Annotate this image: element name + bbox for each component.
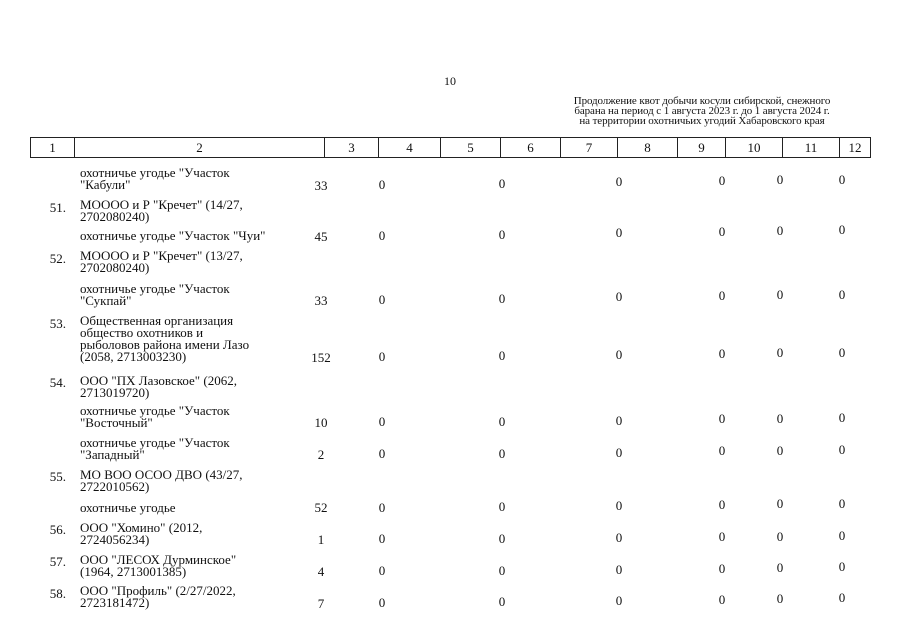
cell-col-8: 0	[615, 530, 623, 545]
cell-col-8: 0	[615, 225, 623, 240]
cell-col-11: 0	[776, 345, 784, 360]
row-name-line: МОООО и Р "Кречет" (14/27,	[80, 197, 243, 212]
row-name-line: охотничье угодье "Участок	[80, 435, 230, 450]
cell-col-3: 10	[314, 415, 328, 430]
row-name-line: ООО "Хомино" (2012,	[80, 520, 203, 535]
caption-line-1: Продолжение квот добычи косули сибирской, снежного	[573, 95, 831, 107]
row-name	[80, 405, 295, 429]
cell-col-11: 0	[776, 496, 784, 511]
row-name-line: "Кабули"	[80, 177, 131, 192]
cell-col-8: 0	[615, 289, 623, 304]
cell-col-11: 0	[776, 443, 784, 458]
cell-col-11: 0	[776, 287, 784, 302]
cell-col-12: 0	[838, 172, 846, 187]
cell-col-4: 0	[378, 595, 386, 610]
header-col-12: 12	[848, 140, 862, 155]
row-name-line: (1964, 2713001385)	[80, 564, 187, 579]
row-number: 58.	[49, 586, 66, 601]
cell-col-4: 0	[378, 177, 386, 192]
header-col-9: 9	[678, 138, 726, 157]
cell-col-3: 45	[314, 229, 328, 244]
cell-col-8: 0	[615, 413, 623, 428]
row-name-line: 2702080240)	[80, 209, 150, 224]
row-name-line: "Западный"	[80, 447, 145, 462]
cell-col-10: 0	[718, 592, 726, 607]
caption-line-3: на территории охотничьих угодий Хабаровского края	[579, 115, 825, 127]
header-col-3: 3	[325, 138, 379, 157]
table-header-row	[30, 137, 871, 158]
cell-col-11: 0	[776, 172, 784, 187]
row-name-line: "Сукпай"	[80, 293, 132, 308]
row-name-line: охотничье угодье "Участок "Чуи"	[80, 228, 266, 243]
cell-col-12: 0	[838, 496, 846, 511]
row-name-line: охотничье угодье	[80, 500, 176, 515]
cell-col-3: 7	[317, 596, 325, 611]
row-name-line: охотничье угодье "Участок	[80, 165, 230, 180]
cell-col-6: 0	[498, 446, 506, 461]
cell-col-6: 0	[498, 348, 506, 363]
cell-col-4: 0	[378, 414, 386, 429]
row-number: 55.	[49, 469, 66, 484]
row-number: 54.	[49, 375, 66, 390]
header-col-1: 1	[31, 138, 75, 157]
cell-col-10: 0	[718, 173, 726, 188]
cell-col-12: 0	[838, 287, 846, 302]
cell-col-4: 0	[378, 349, 386, 364]
header-col-2: 2	[75, 138, 325, 157]
cell-col-10: 0	[718, 497, 726, 512]
cell-col-10: 0	[718, 561, 726, 576]
row-name-line: 2713019720)	[80, 385, 150, 400]
cell-col-11: 0	[776, 529, 784, 544]
row-name-line: охотничье угодье "Участок	[80, 281, 230, 296]
row-name-line: ООО "ПХ Лазовское" (2062,	[80, 373, 237, 388]
cell-col-8: 0	[615, 562, 623, 577]
row-name	[80, 437, 295, 461]
row-name	[80, 167, 295, 191]
row-name-line: ООО "ЛЕСОХ Дурминское"	[80, 552, 237, 567]
row-name	[80, 250, 295, 274]
header-col-11: 11	[783, 138, 840, 157]
cell-col-12: 0	[838, 442, 846, 457]
cell-col-12: 0	[838, 345, 846, 360]
row-name	[80, 375, 295, 399]
row-name-line: МО ВОО ОСОО ДВО (43/27,	[80, 467, 243, 482]
cell-col-3: 2	[317, 447, 325, 462]
cell-col-6: 0	[498, 291, 506, 306]
cell-col-8: 0	[615, 347, 623, 362]
row-number: 52.	[49, 251, 66, 266]
cell-col-12: 0	[838, 528, 846, 543]
row-number: 53.	[49, 316, 66, 331]
header-col-4: 4	[379, 138, 441, 157]
cell-col-6: 0	[498, 499, 506, 514]
cell-col-10: 0	[718, 224, 726, 239]
row-name-line: общество охотников и	[80, 325, 204, 340]
row-name-line: ООО "Профиль" (2/27/2022,	[80, 583, 236, 598]
row-name-line: 2722010562)	[80, 479, 150, 494]
row-number: 51.	[49, 200, 66, 215]
row-number: 56.	[49, 522, 66, 537]
header-col-5: 5	[441, 138, 501, 157]
row-name	[80, 502, 295, 514]
cell-col-10: 0	[718, 288, 726, 303]
cell-col-6: 0	[498, 414, 506, 429]
cell-col-8: 0	[615, 445, 623, 460]
row-name	[80, 585, 295, 609]
row-name-line: 2723181472)	[80, 595, 150, 610]
row-name	[80, 199, 295, 223]
row-name-line: Общественная организация	[80, 313, 234, 328]
row-number: 57.	[49, 554, 66, 569]
row-name-line: 2724056234)	[80, 532, 150, 547]
cell-col-4: 0	[378, 563, 386, 578]
row-name-line: рыболовов района имени Лазо	[80, 337, 250, 352]
cell-col-12: 0	[838, 559, 846, 574]
row-name-line: (2058, 2713003230)	[80, 349, 187, 364]
row-name-line: охотничье угодье "Участок	[80, 403, 230, 418]
cell-col-11: 0	[776, 560, 784, 575]
cell-col-6: 0	[498, 563, 506, 578]
cell-col-3: 152	[311, 350, 331, 365]
header-col-8: 8	[618, 138, 678, 157]
header-col-6: 6	[501, 138, 561, 157]
header-col-7: 7	[561, 138, 618, 157]
cell-col-3: 33	[314, 293, 328, 308]
cell-col-6: 0	[498, 227, 506, 242]
cell-col-10: 0	[718, 529, 726, 544]
row-name	[80, 283, 295, 307]
row-name	[80, 554, 295, 578]
cell-col-8: 0	[615, 593, 623, 608]
cell-col-11: 0	[776, 411, 784, 426]
page-number: 10	[444, 74, 456, 88]
cell-col-10: 0	[718, 346, 726, 361]
table-caption	[544, 96, 860, 126]
cell-col-8: 0	[615, 498, 623, 513]
cell-col-3: 1	[317, 532, 325, 547]
cell-col-12: 0	[838, 410, 846, 425]
row-name	[80, 522, 295, 546]
cell-col-11: 0	[776, 223, 784, 238]
caption-line-2: барана на период с 1 августа 2023 г. до 1 августа 2024 г.	[574, 105, 830, 117]
cell-col-10: 0	[718, 411, 726, 426]
cell-col-3: 52	[314, 500, 328, 515]
cell-col-4: 0	[378, 500, 386, 515]
cell-col-4: 0	[378, 292, 386, 307]
row-name-line: "Восточный"	[80, 415, 153, 430]
cell-col-4: 0	[378, 228, 386, 243]
cell-col-4: 0	[378, 531, 386, 546]
row-name-line: МОООО и Р "Кречет" (13/27,	[80, 248, 243, 263]
cell-col-6: 0	[498, 176, 506, 191]
cell-col-3: 33	[314, 178, 328, 193]
header-col-10: 10	[726, 138, 783, 157]
cell-col-6: 0	[498, 594, 506, 609]
cell-col-4: 0	[378, 446, 386, 461]
row-name-line: 2702080240)	[80, 260, 150, 275]
cell-col-6: 0	[498, 531, 506, 546]
row-name	[80, 315, 295, 363]
row-name	[80, 230, 295, 242]
cell-col-11: 0	[776, 591, 784, 606]
cell-col-3: 4	[317, 564, 325, 579]
cell-col-10: 0	[718, 443, 726, 458]
row-name	[80, 469, 295, 493]
cell-col-12: 0	[838, 590, 846, 605]
cell-col-12: 0	[838, 222, 846, 237]
cell-col-8: 0	[615, 174, 623, 189]
